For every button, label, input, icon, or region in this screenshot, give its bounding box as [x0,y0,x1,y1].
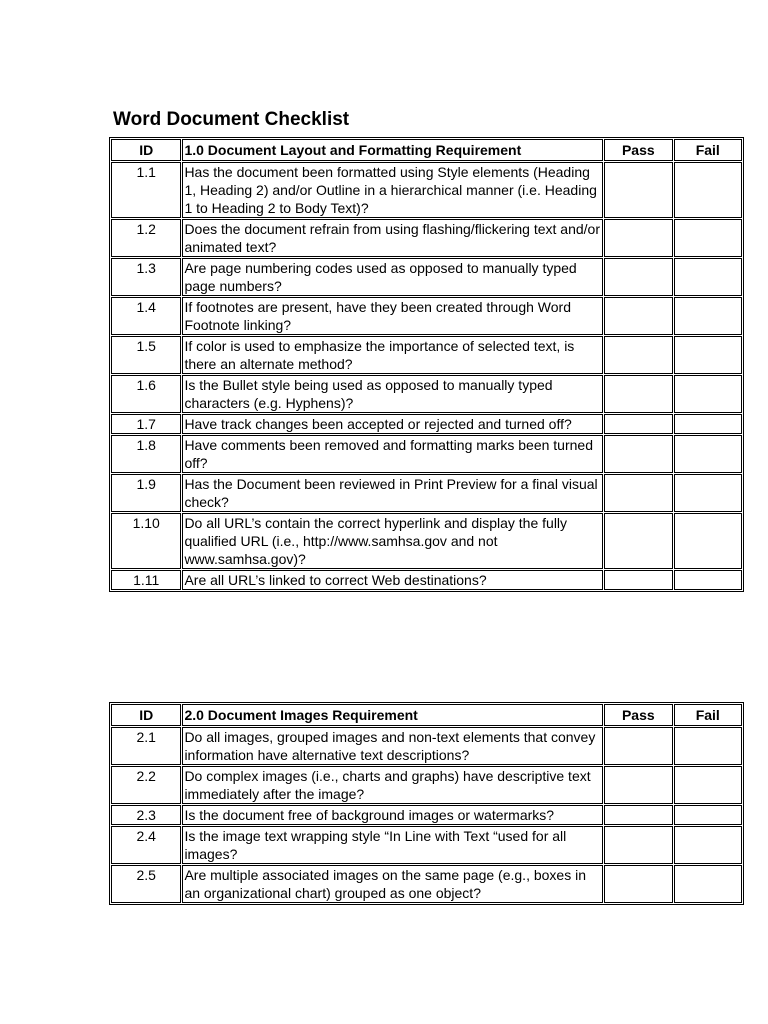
row-requirement-cell: Have track changes been accepted or rejected and turned off? [182,414,603,434]
fail-checkbox-cell[interactable] [674,297,742,335]
row-requirement-cell: Do complex images (i.e., charts and graphs) have descriptive text immediately after the image? [182,766,603,804]
fail-checkbox-cell[interactable] [674,435,742,473]
row-requirement-cell: Is the image text wrapping style “In Line with Text “used for all images? [182,826,603,864]
table-row [111,474,742,512]
column-header-pass: Pass [604,704,672,726]
pass-checkbox-cell[interactable] [604,766,672,804]
row-id-cell: 2.5 [111,865,181,903]
fail-checkbox-cell[interactable] [674,865,742,903]
table-header-row [111,139,742,161]
fail-checkbox-cell[interactable] [674,570,742,590]
table-row [111,297,742,335]
column-header-fail: Fail [674,139,742,161]
row-requirement-cell: Have comments been removed and formatting marks been turned off? [182,435,603,473]
pass-checkbox-cell[interactable] [604,865,672,903]
fail-checkbox-cell[interactable] [674,474,742,512]
row-requirement-cell: Do all URL’s contain the correct hyperlink and display the fully qualified URL (i.e., http://www.samhsa.gov and not www.samhsa.gov)? [182,513,603,569]
pass-checkbox-cell[interactable] [604,435,672,473]
row-requirement-cell: If footnotes are present, have they been created through Word Footnote linking? [182,297,603,335]
table-row [111,162,742,218]
row-id-cell: 1.1 [111,162,181,218]
row-id-cell: 1.3 [111,258,181,296]
pass-checkbox-cell[interactable] [604,826,672,864]
row-id-cell: 1.5 [111,336,181,374]
fail-checkbox-cell[interactable] [674,162,742,218]
row-requirement-cell: Do all images, grouped images and non-text elements that convey information have alternative text descriptions? [182,727,603,765]
column-header-pass: Pass [604,139,672,161]
row-requirement-cell: Is the Bullet style being used as opposed to manually typed characters (e.g. Hyphens)? [182,375,603,413]
column-header-id: ID [111,139,181,161]
pass-checkbox-cell[interactable] [604,336,672,374]
table-row [111,766,742,804]
fail-checkbox-cell[interactable] [674,414,742,434]
checklist-table-images [109,702,744,905]
pass-checkbox-cell[interactable] [604,258,672,296]
fail-checkbox-cell[interactable] [674,727,742,765]
pass-checkbox-cell[interactable] [604,219,672,257]
column-header-requirement: 2.0 Document Images Requirement [182,704,603,726]
fail-checkbox-cell[interactable] [674,336,742,374]
fail-checkbox-cell[interactable] [674,826,742,864]
pass-checkbox-cell[interactable] [604,375,672,413]
row-requirement-cell: Are multiple associated images on the same page (e.g., boxes in an organizational chart) grouped as one object? [182,865,603,903]
row-id-cell: 1.2 [111,219,181,257]
table-body [111,727,742,903]
pass-checkbox-cell[interactable] [604,805,672,825]
row-requirement-cell: Is the document free of background images or watermarks? [182,805,603,825]
checklist-table-layout-formatting [109,137,744,592]
table-row [111,336,742,374]
table-row [111,826,742,864]
table-row [111,570,742,590]
pass-checkbox-cell[interactable] [604,727,672,765]
pass-checkbox-cell[interactable] [604,297,672,335]
fail-checkbox-cell[interactable] [674,219,742,257]
row-id-cell: 2.1 [111,727,181,765]
row-id-cell: 1.7 [111,414,181,434]
table-row [111,435,742,473]
table-row [111,513,742,569]
row-id-cell: 2.4 [111,826,181,864]
pass-checkbox-cell[interactable] [604,474,672,512]
pass-checkbox-cell[interactable] [604,162,672,218]
row-requirement-cell: Has the document been formatted using Style elements (Heading 1, Heading 2) and/or Outline in a hierarchical manner (i.e. Heading 1 to Heading 2 to Body Text)? [182,162,603,218]
row-id-cell: 1.4 [111,297,181,335]
row-id-cell: 1.10 [111,513,181,569]
fail-checkbox-cell[interactable] [674,258,742,296]
table-row [111,805,742,825]
table-row [111,414,742,434]
row-requirement-cell: If color is used to emphasize the importance of selected text, is there an alternate method? [182,336,603,374]
fail-checkbox-cell[interactable] [674,513,742,569]
table-row [111,375,742,413]
row-id-cell: 2.2 [111,766,181,804]
fail-checkbox-cell[interactable] [674,375,742,413]
row-requirement-cell: Does the document refrain from using flashing/flickering text and/or animated text? [182,219,603,257]
column-header-requirement: 1.0 Document Layout and Formatting Requirement [182,139,603,161]
row-requirement-cell: Are all URL’s linked to correct Web destinations? [182,570,603,590]
table-row [111,727,742,765]
column-header-fail: Fail [674,704,742,726]
row-id-cell: 1.8 [111,435,181,473]
row-requirement-cell: Are page numbering codes used as opposed to manually typed page numbers? [182,258,603,296]
fail-checkbox-cell[interactable] [674,805,742,825]
pass-checkbox-cell[interactable] [604,570,672,590]
pass-checkbox-cell[interactable] [604,513,672,569]
table-body [111,162,742,590]
row-id-cell: 1.9 [111,474,181,512]
row-id-cell: 1.6 [111,375,181,413]
fail-checkbox-cell[interactable] [674,766,742,804]
document-title: Word Document Checklist [113,109,350,130]
table-row [111,258,742,296]
row-id-cell: 2.3 [111,805,181,825]
table-row [111,865,742,903]
row-id-cell: 1.11 [111,570,181,590]
pass-checkbox-cell[interactable] [604,414,672,434]
column-header-id: ID [111,704,181,726]
table-row [111,219,742,257]
row-requirement-cell: Has the Document been reviewed in Print Preview for a final visual check? [182,474,603,512]
table-header-row [111,704,742,726]
